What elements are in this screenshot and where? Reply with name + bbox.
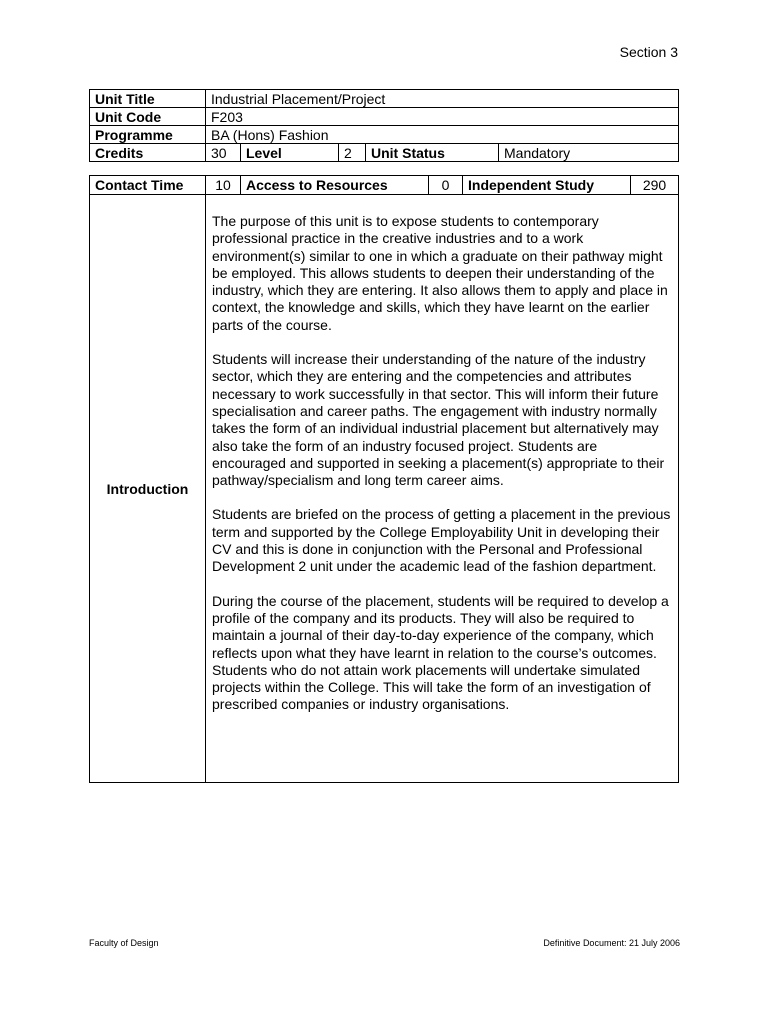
level-label: Level bbox=[241, 144, 339, 162]
programme-value: BA (Hons) Fashion bbox=[206, 126, 679, 144]
unit-code-value: F203 bbox=[206, 108, 679, 126]
level-value: 2 bbox=[339, 144, 366, 162]
independent-study-label: Independent Study bbox=[463, 176, 631, 195]
unit-code-label: Unit Code bbox=[90, 108, 206, 126]
unit-title-label: Unit Title bbox=[90, 90, 206, 108]
introduction-text bbox=[206, 195, 679, 783]
access-to-resources-label: Access to Resources bbox=[241, 176, 429, 195]
section-label: Section 3 bbox=[619, 44, 678, 60]
programme-label: Programme bbox=[90, 126, 206, 144]
independent-study-value: 290 bbox=[631, 176, 679, 195]
intro-paragraph: The purpose of this unit is to expose students to contemporary professional practice in the creative industries and to a work environment(s) similar to one in which a graduate on their pathway might be employed. This allows students to deepen their understanding of the industry, which they are entering. It also allows them to apply and place in context, the knowledge and skills, which they have learnt on the earlier parts of the course. bbox=[212, 213, 668, 333]
study-hours-table bbox=[89, 175, 679, 783]
footer-faculty: Faculty of Design bbox=[89, 938, 159, 948]
unit-title-value: Industrial Placement/Project bbox=[206, 90, 679, 108]
footer-document-date: Definitive Document: 21 July 2006 bbox=[543, 938, 680, 948]
access-to-resources-value: 0 bbox=[429, 176, 463, 195]
credits-value: 30 bbox=[206, 144, 241, 162]
programme-row bbox=[90, 126, 679, 144]
intro-paragraph: Students are briefed on the process of getting a placement in the previous term and supported by the College Employability Unit in developing their CV and this is done in conjunction with the Personal and Professional Development 2 unit under the academic lead of the fashion department. bbox=[212, 506, 671, 575]
unit-status-value: Mandatory bbox=[499, 144, 679, 162]
intro-paragraph: During the course of the placement, students will be required to develop a profile of the company and its products. They will also be required to maintain a journal of their day-to-day experience of the company, which reflects upon what they have learnt in relation to the course’s outcomes. Students who do not attain work placements will undertake simulated projects within the College. This will take the form of an investigation of prescribed companies or industry organisations. bbox=[212, 592, 669, 713]
introduction-row bbox=[90, 195, 679, 783]
introduction-label: Introduction bbox=[90, 195, 206, 783]
unit-status-label: Unit Status bbox=[366, 144, 499, 162]
unit-title-row bbox=[90, 90, 679, 108]
intro-paragraph: Students will increase their understanding of the nature of the industry sector, which they are entering and the competencies and attributes necessary to work successfully in that sector. This will inform their future specialisation and career paths. The engagement with industry normally takes the form of an individual industrial placement but alternatively may also take the form of an industry focused project. Students are encouraged and supported in seeking a placement(s) appropriate to their pathway/specialism and long term career aims. bbox=[212, 351, 665, 489]
unit-code-row bbox=[90, 108, 679, 126]
contact-time-value: 10 bbox=[206, 176, 241, 195]
credits-row bbox=[90, 144, 679, 162]
contact-time-label: Contact Time bbox=[90, 176, 206, 195]
hours-row bbox=[90, 176, 679, 195]
unit-info-table bbox=[89, 89, 679, 162]
credits-label: Credits bbox=[90, 144, 206, 162]
